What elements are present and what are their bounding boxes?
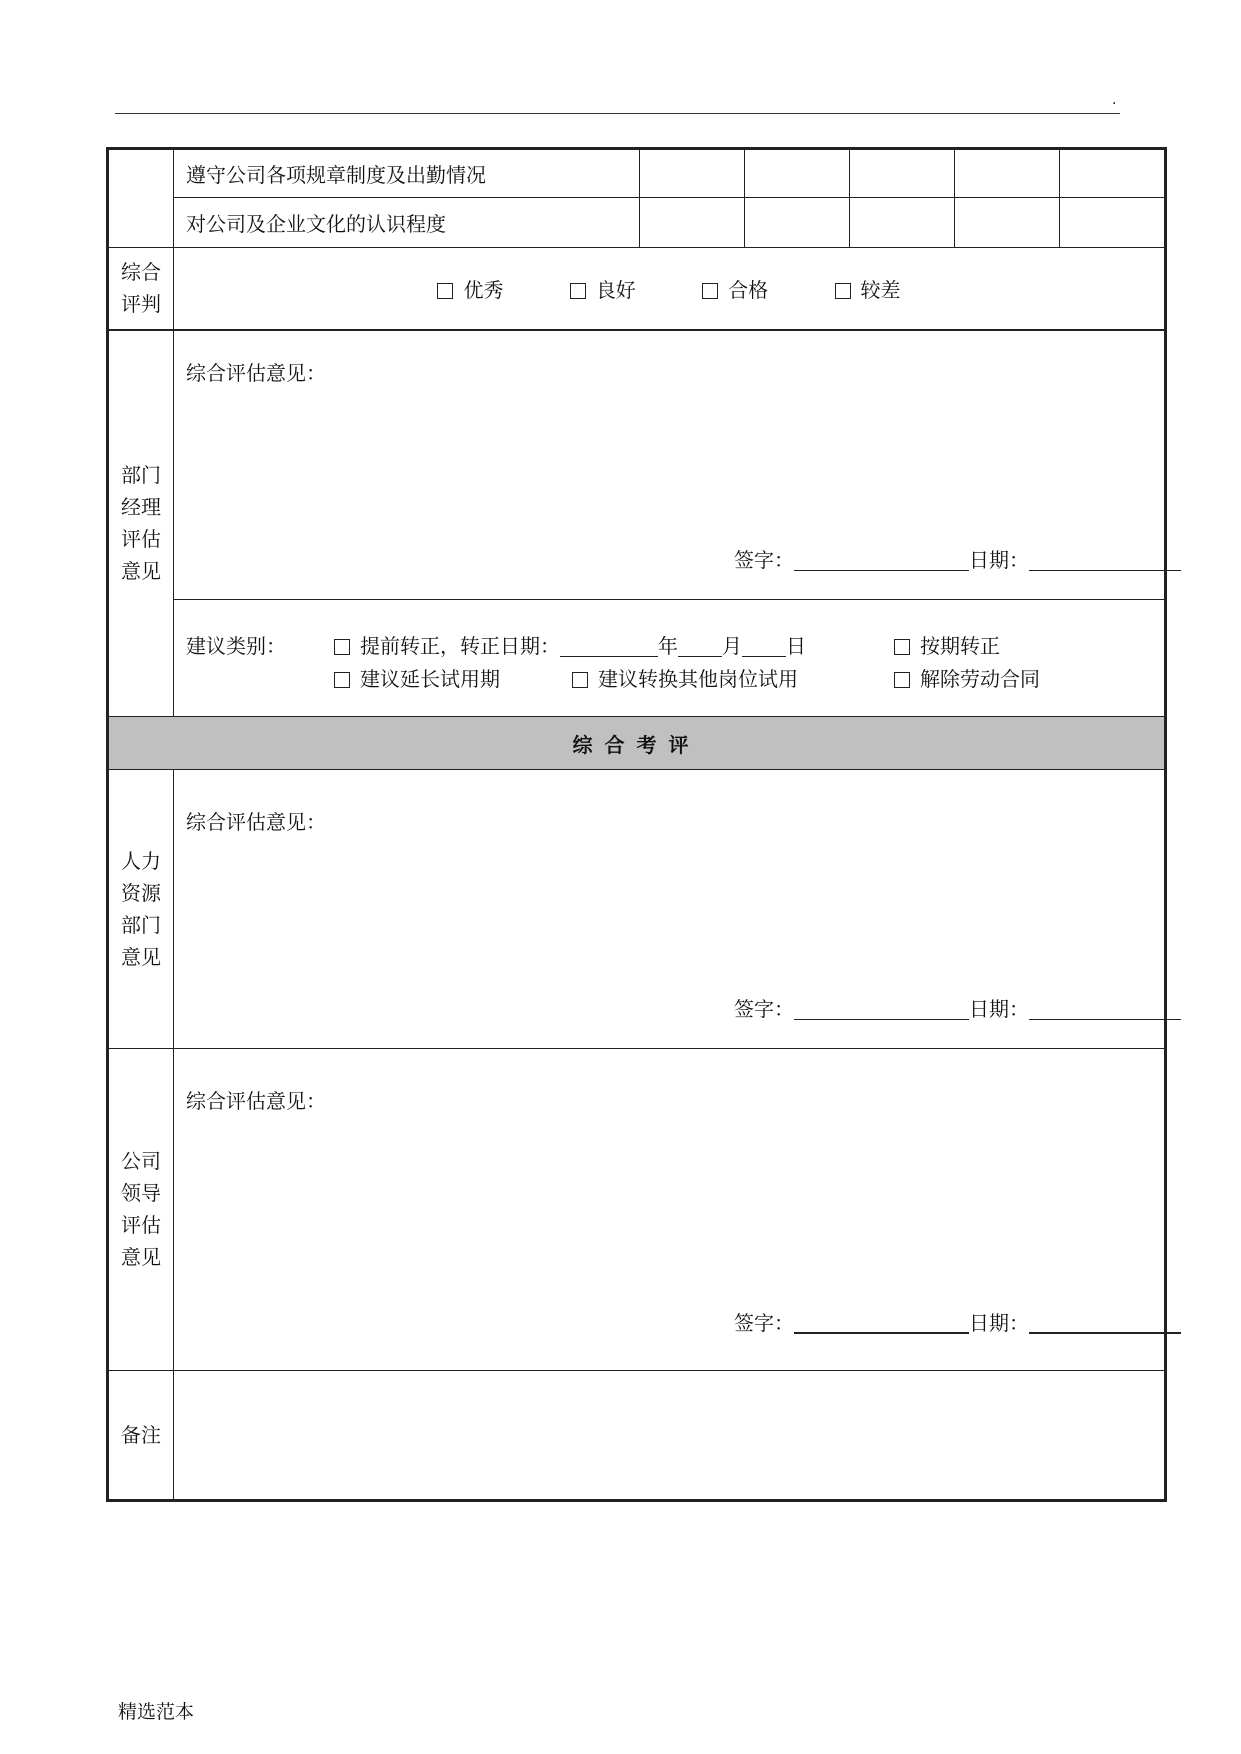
option-extend-probation[interactable]: 建议延长试用期 (334, 663, 500, 692)
score-cell[interactable] (850, 198, 955, 248)
score-cell[interactable] (745, 149, 850, 198)
day-field[interactable] (742, 638, 786, 657)
remarks-area[interactable] (174, 1370, 1166, 1500)
checkbox[interactable] (702, 283, 718, 299)
signature-date-line: 签字： 日期： (734, 993, 1181, 1022)
signature-date-line: 签字： 日期： (734, 544, 1181, 573)
score-cell[interactable] (745, 198, 850, 248)
criteria-category-cell (108, 149, 174, 248)
overall-rating-options (174, 248, 1166, 330)
date-field[interactable] (1029, 1001, 1181, 1020)
date-field[interactable] (1029, 552, 1181, 571)
score-cell[interactable] (955, 198, 1060, 248)
remarks-label: 备注 (108, 1370, 174, 1500)
dept-manager-opinion-area[interactable] (174, 330, 1166, 600)
opinion-label: 综合评估意见： (186, 810, 326, 835)
score-cell[interactable] (1060, 149, 1166, 198)
opinion-label: 综合评估意见： (186, 360, 326, 385)
hr-opinion-area[interactable] (174, 770, 1166, 1048)
footer-text: 精选范本 (118, 1701, 195, 1723)
score-cell[interactable] (955, 149, 1060, 198)
option-terminate[interactable]: 解除劳动合同 (894, 663, 1040, 692)
score-cell[interactable] (850, 149, 955, 198)
option-early-regular[interactable]: 提前转正，转正日期： 年 月 日 (334, 630, 806, 659)
score-cell[interactable] (640, 198, 745, 248)
probation-evaluation-form (106, 147, 1167, 1502)
checkbox[interactable] (894, 639, 910, 655)
company-leader-opinion-area[interactable] (174, 1048, 1166, 1370)
score-cell[interactable] (640, 149, 745, 198)
date-field[interactable] (1029, 1314, 1181, 1334)
checkbox[interactable] (894, 672, 910, 688)
checkbox[interactable] (334, 639, 350, 655)
signature-date-line: 签字： 日期： (734, 1307, 1181, 1336)
criteria-item-label: 遵守公司各项规章制度及出勤情况 (174, 149, 640, 198)
option-transfer[interactable]: 建议转换其他岗位试用 (572, 663, 798, 692)
criteria-item-label: 对公司及企业文化的认识程度 (174, 198, 640, 248)
company-leader-label: 公司 领导 评估 意见 (108, 1048, 174, 1370)
checkbox[interactable] (835, 283, 851, 299)
header-rule (115, 113, 1120, 114)
checkbox[interactable] (570, 283, 586, 299)
hr-dept-label: 人力 资源 部门 意见 (108, 770, 174, 1048)
rating-option-good[interactable]: 良好 (570, 274, 636, 303)
suggestion-label: 建议类别： (186, 634, 286, 659)
signature-field[interactable] (794, 1314, 969, 1334)
month-field[interactable] (678, 638, 722, 657)
dept-manager-label: 部门 经理 评估 意见 (108, 330, 174, 717)
opinion-label: 综合评估意见： (186, 1088, 326, 1113)
suggestion-area (174, 600, 1166, 717)
signature-field[interactable] (794, 552, 969, 571)
score-cell[interactable] (1060, 198, 1166, 248)
section-title: 综合考评 (108, 717, 1166, 770)
signature-field[interactable] (794, 1001, 969, 1020)
overall-rating-label: 综合 评判 (108, 248, 174, 330)
rating-option-excellent[interactable]: 优秀 (437, 274, 503, 303)
year-field[interactable] (560, 638, 658, 657)
option-on-schedule[interactable]: 按期转正 (894, 630, 1000, 659)
checkbox[interactable] (572, 672, 588, 688)
checkbox[interactable] (334, 672, 350, 688)
checkbox[interactable] (437, 283, 453, 299)
rating-option-poor[interactable]: 较差 (835, 274, 901, 303)
rating-option-pass[interactable]: 合格 (702, 274, 768, 303)
header-mark: . (1112, 92, 1117, 108)
